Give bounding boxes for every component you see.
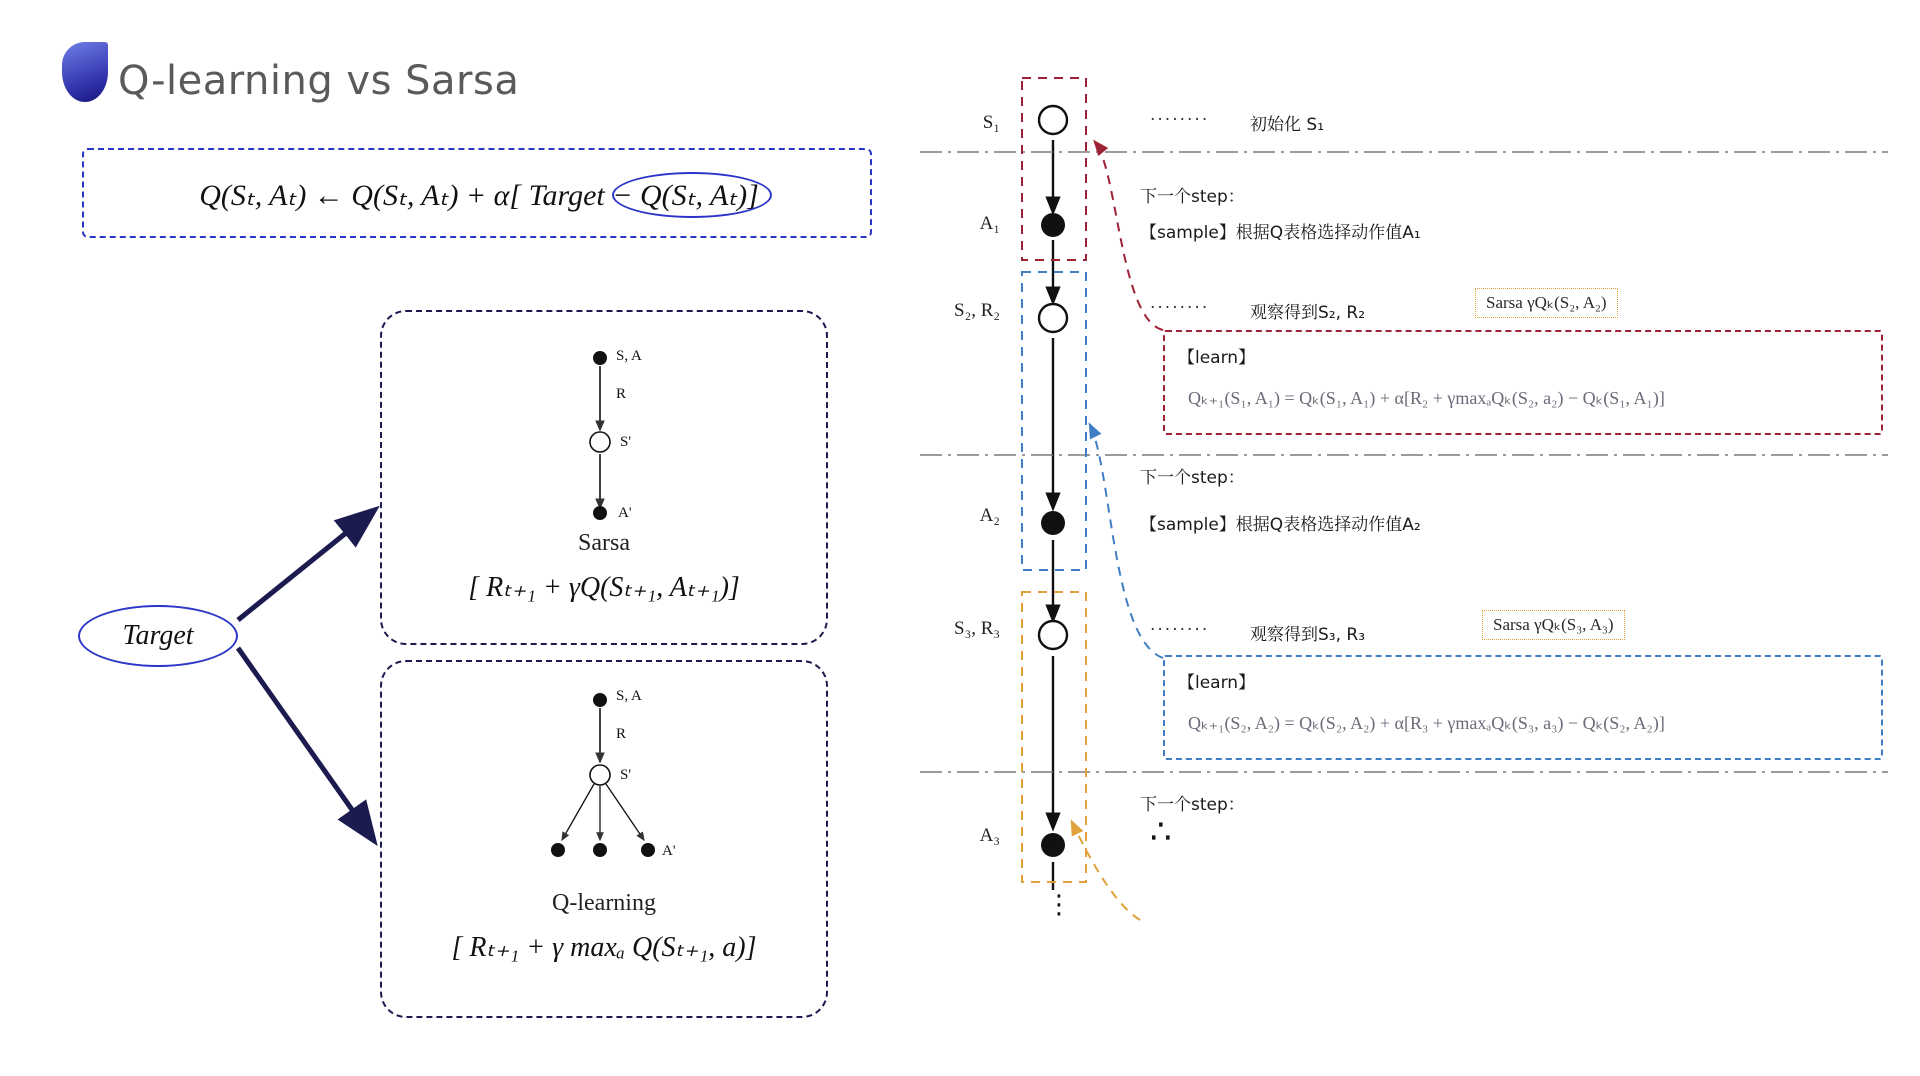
- chain-continue-ellipsis-icon: ⋮: [1046, 890, 1074, 920]
- group-box-red: [1022, 78, 1086, 260]
- sarsa-branch-box: [380, 310, 828, 645]
- chain-label-a2: A₂: [979, 505, 1000, 526]
- node-a3: [1041, 833, 1065, 857]
- qlearning-formula: [ Rₜ₊₁ + γ maxₐ Q(Sₜ₊₁, a)]: [451, 932, 757, 963]
- timeline-chain: [1039, 106, 1067, 890]
- title-bullet-shape-icon: [62, 42, 108, 102]
- qlearning-branch-box: [380, 660, 828, 1018]
- observe-note-2-text: 观察得到S₃, R₃: [1250, 625, 1366, 645]
- update-rule-box: [82, 148, 872, 238]
- observe-note-2-lead: ········: [1150, 620, 1210, 640]
- arrow-target-to-qlearning: [238, 648, 372, 838]
- chain-label-a1: A₁: [979, 213, 1000, 234]
- chain-label-s1: S₁: [982, 112, 1000, 133]
- sarsa-label: Sarsa: [578, 530, 630, 556]
- next-step-note-3: 下一个step：: [1140, 795, 1245, 815]
- observe-note-1-text: 观察得到S₂, R₂: [1250, 303, 1366, 323]
- target-node-label: Target: [122, 620, 194, 651]
- svg-text:S': S': [620, 767, 632, 783]
- learn-formula-1: Qₖ₊₁(S₁, A₁) = Qₖ(S₁, A₁) + α[R₂ + γmaxₐQₖ(S₂, a₂) − Qₖ(S₁, A₁)]: [1188, 388, 1665, 408]
- svg-text:R: R: [616, 726, 627, 742]
- target-node: [78, 605, 238, 667]
- learn-formula-2: Qₖ₊₁(S₂, A₂) = Qₖ(S₂, A₂) + α[R₃ + γmaxₐQₖ(S₃, a₃) − Qₖ(S₂, A₂)]: [1188, 713, 1665, 733]
- learn-box-2: [1163, 655, 1883, 760]
- observe-note-1-lead: ········: [1150, 298, 1210, 318]
- group-box-orange: [1022, 592, 1086, 882]
- init-note-lead: ········: [1150, 110, 1210, 130]
- page-title: Q-learning vs Sarsa: [118, 58, 520, 104]
- svg-text:R: R: [616, 386, 627, 402]
- chain-label-a3: A₃: [979, 825, 1000, 846]
- chain-label-s2r2: S₂, R₂: [954, 300, 1000, 321]
- sample-note-2: 【sample】根据Q表格选择动作值A₂: [1140, 515, 1421, 535]
- ellipsis-dots-icon: ∴: [1150, 812, 1178, 852]
- sarsa-formula: [ Rₜ₊₁ + γQ(Sₜ₊₁, Aₜ₊₁)]: [468, 572, 740, 603]
- arrow-target-to-sarsa: [238, 512, 372, 620]
- next-step-note-2: 下一个step：: [1140, 468, 1245, 488]
- group-box-blue: [1022, 272, 1086, 570]
- sarsa-tag-2: Sarsa γQₖ(S₃, A₃): [1482, 610, 1625, 640]
- learn-box-1: [1163, 330, 1883, 435]
- qlearning-label: Q-learning: [552, 890, 656, 916]
- svg-text:A': A': [618, 505, 632, 521]
- sarsa-tag-1: Sarsa γQₖ(S₂, A₂): [1475, 288, 1618, 318]
- sample-note-1: 【sample】根据Q表格选择动作值A₁: [1140, 223, 1421, 243]
- svg-text:A': A': [662, 843, 676, 859]
- svg-text:S, A: S, A: [616, 688, 642, 704]
- node-a2: [1041, 511, 1065, 535]
- node-a1: [1041, 213, 1065, 237]
- next-step-note-1: 下一个step：: [1140, 187, 1245, 207]
- update-rule-formula: Q(Sₜ, Aₜ) ← Q(Sₜ, Aₜ) + α[ Target − Q(Sₜ, Aₜ)]: [199, 178, 759, 212]
- svg-text:S': S': [620, 434, 632, 450]
- init-note-text: 初始化 S₁: [1250, 115, 1325, 135]
- node-s2r2: [1039, 304, 1067, 332]
- learn-label-1: 【learn】: [1178, 348, 1256, 368]
- learn-label-2: 【learn】: [1178, 673, 1256, 693]
- node-s1: [1039, 106, 1067, 134]
- node-s3r3: [1039, 621, 1067, 649]
- chain-label-s3r3: S₃, R₃: [954, 618, 1000, 639]
- connector-orange: [1072, 822, 1140, 920]
- svg-text:S, A: S, A: [616, 348, 642, 364]
